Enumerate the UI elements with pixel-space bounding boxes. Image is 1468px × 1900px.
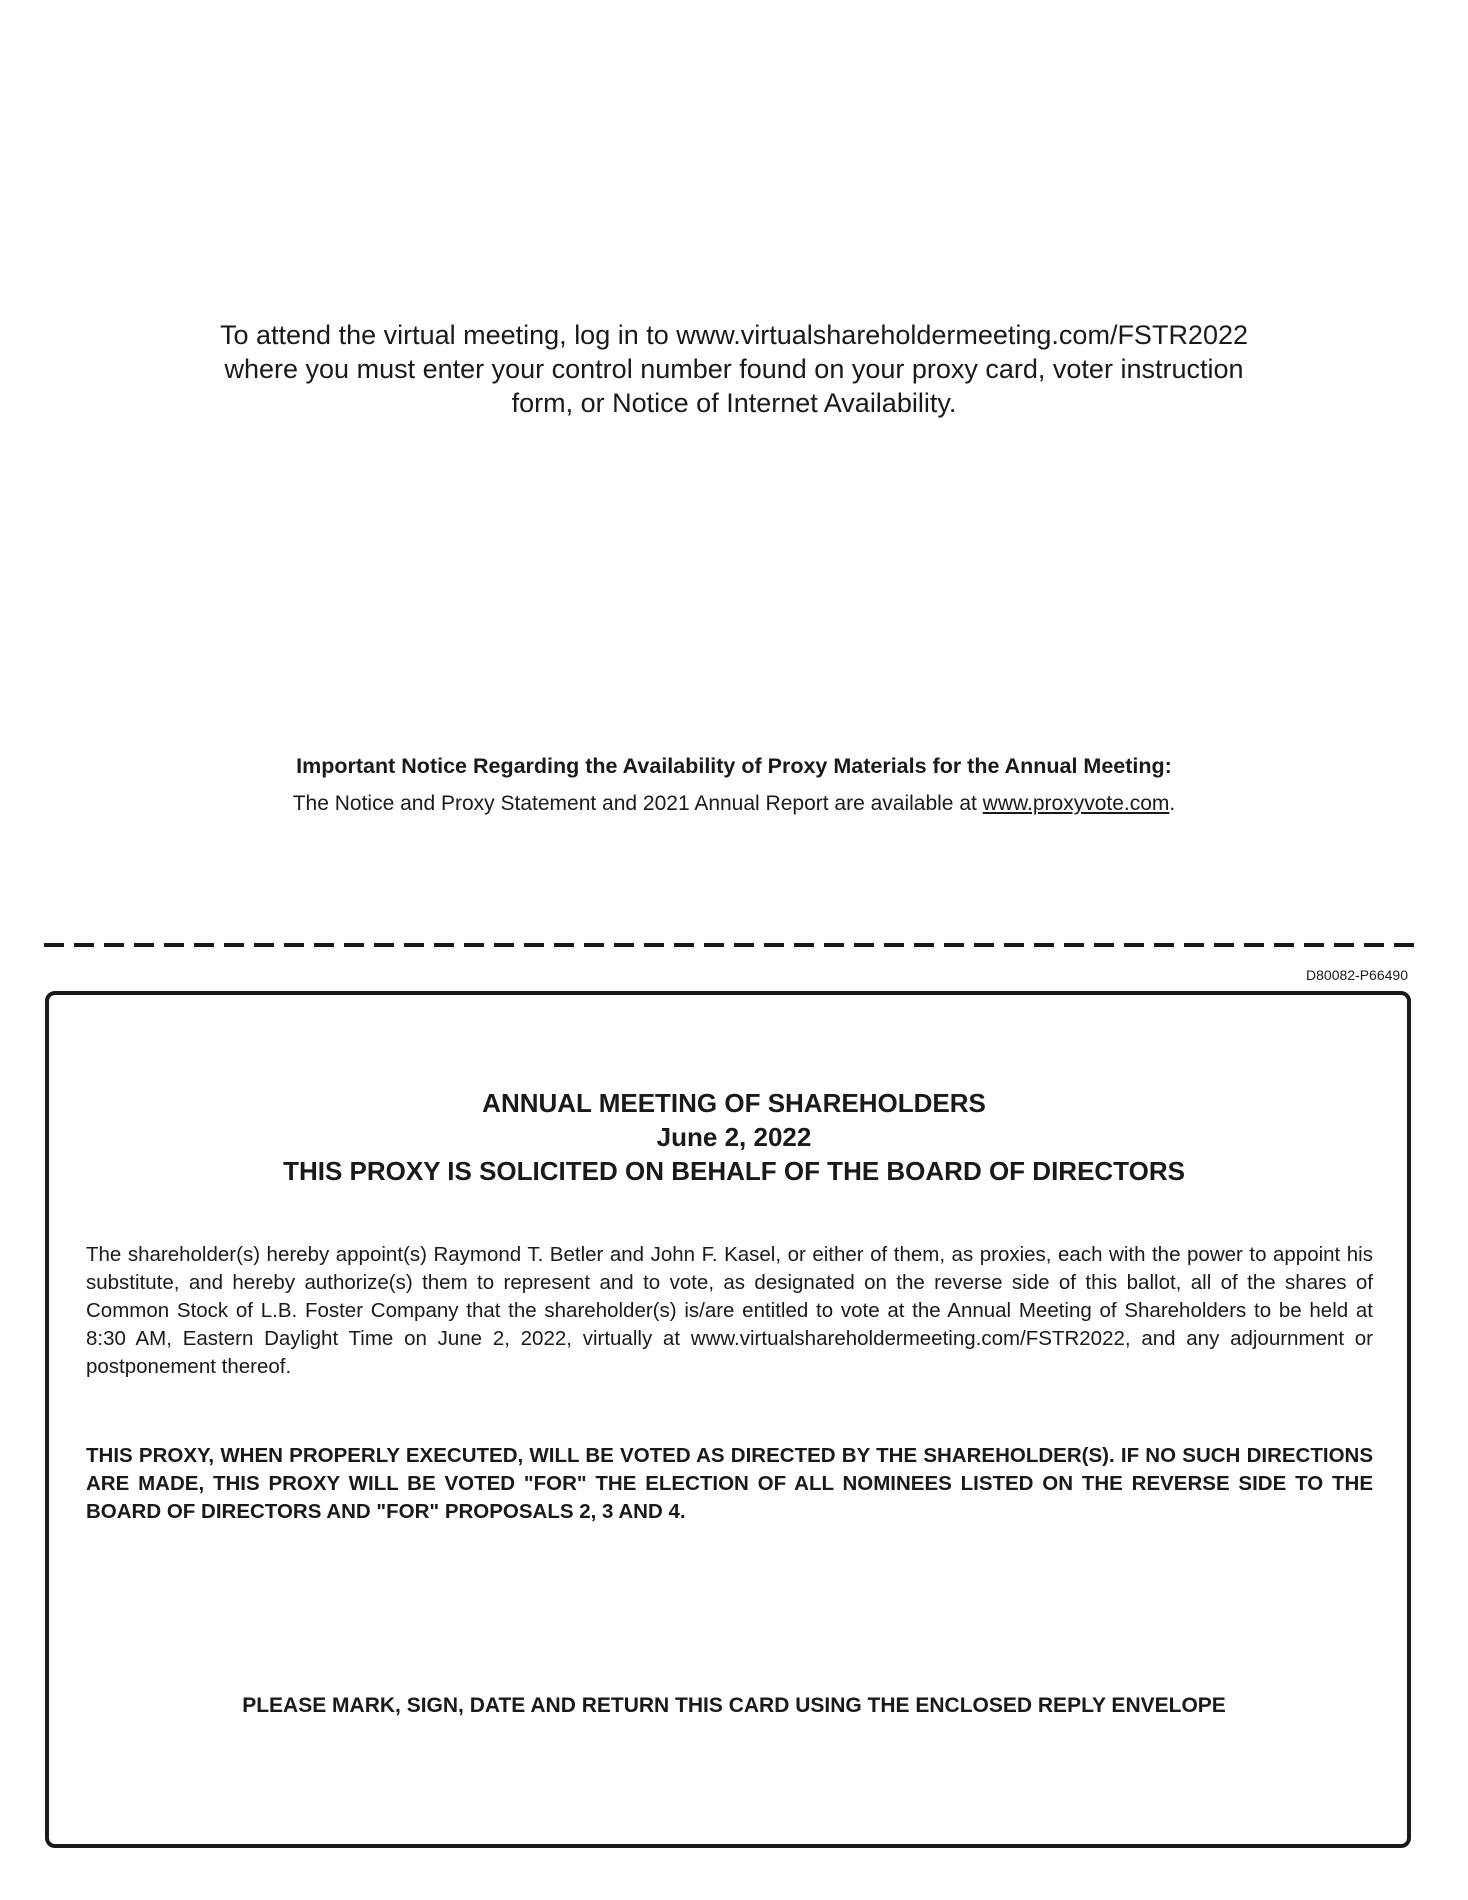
- virtual-meeting-notice: [200, 318, 1268, 420]
- proxyvote-link[interactable]: www.proxyvote.com: [982, 792, 1170, 815]
- availability-notice: [100, 752, 1368, 818]
- document-code: D80082-P66490: [1306, 967, 1408, 983]
- proxy-card-title: ANNUAL MEETING OF SHAREHOLDERS: [482, 1088, 986, 1118]
- virtual-meeting-line-1: To attend the virtual meeting, log in to www.virtualshareholdermeeting.com/FSTR2022: [219, 320, 1249, 350]
- virtual-meeting-line-2: where you must enter your control number found on your proxy card, voter instruction: [224, 354, 1244, 384]
- proxy-card-solicitation: THIS PROXY IS SOLICITED ON BEHALF OF THE BOARD OF DIRECTORS: [283, 1156, 1185, 1186]
- availability-body: [100, 790, 1368, 818]
- virtual-meeting-line-3: form, or Notice of Internet Availability.: [511, 388, 957, 418]
- proxy-card-header: [100, 1086, 1368, 1188]
- proxy-card-date: June 2, 2022: [656, 1122, 812, 1152]
- proxy-appointment-text: The shareholder(s) hereby appoint(s) Raymond T. Betler and John F. Kasel, or either of them, as proxies, each with the power to appoint his substitute, and hereby authorize(s) them to represent and to vote, as designated on the reverse side of this ballot, all of the shares of Common Stock of L.B. Foster Company that the shareholder(s) is/are entitled to vote at the Annual Meeting of Shareholders to be held at 8:30 AM, Eastern Daylight Time on June 2, 2022, virtually at www.virtualshareholdermeeting.com/FSTR2022, and any adjournment or postponement thereof.: [86, 1243, 1373, 1378]
- proxy-voting-directions: THIS PROXY, WHEN PROPERLY EXECUTED, WILL BE VOTED AS DIRECTED BY THE SHAREHOLDER(S). IF NO SUCH DIRECTIONS ARE MADE, THIS PROXY WILL BE VOTED "FOR" THE ELECTION OF ALL NOMINEES LISTED ON THE REVERSE SIDE TO THE BOARD OF DIRECTORS AND "FOR" PROPOSALS 2, 3 AND 4.: [86, 1444, 1373, 1523]
- detach-cut-line: [44, 943, 1424, 947]
- availability-body-text: The Notice and Proxy Statement and 2021 Annual Report are available at: [292, 792, 983, 815]
- availability-heading: Important Notice Regarding the Availability of Proxy Materials for the Annual Meeting:: [296, 754, 1172, 778]
- availability-body-suffix: .: [1169, 792, 1176, 815]
- return-instructions: PLEASE MARK, SIGN, DATE AND RETURN THIS CARD USING THE ENCLOSED REPLY ENVELOPE: [242, 1694, 1226, 1717]
